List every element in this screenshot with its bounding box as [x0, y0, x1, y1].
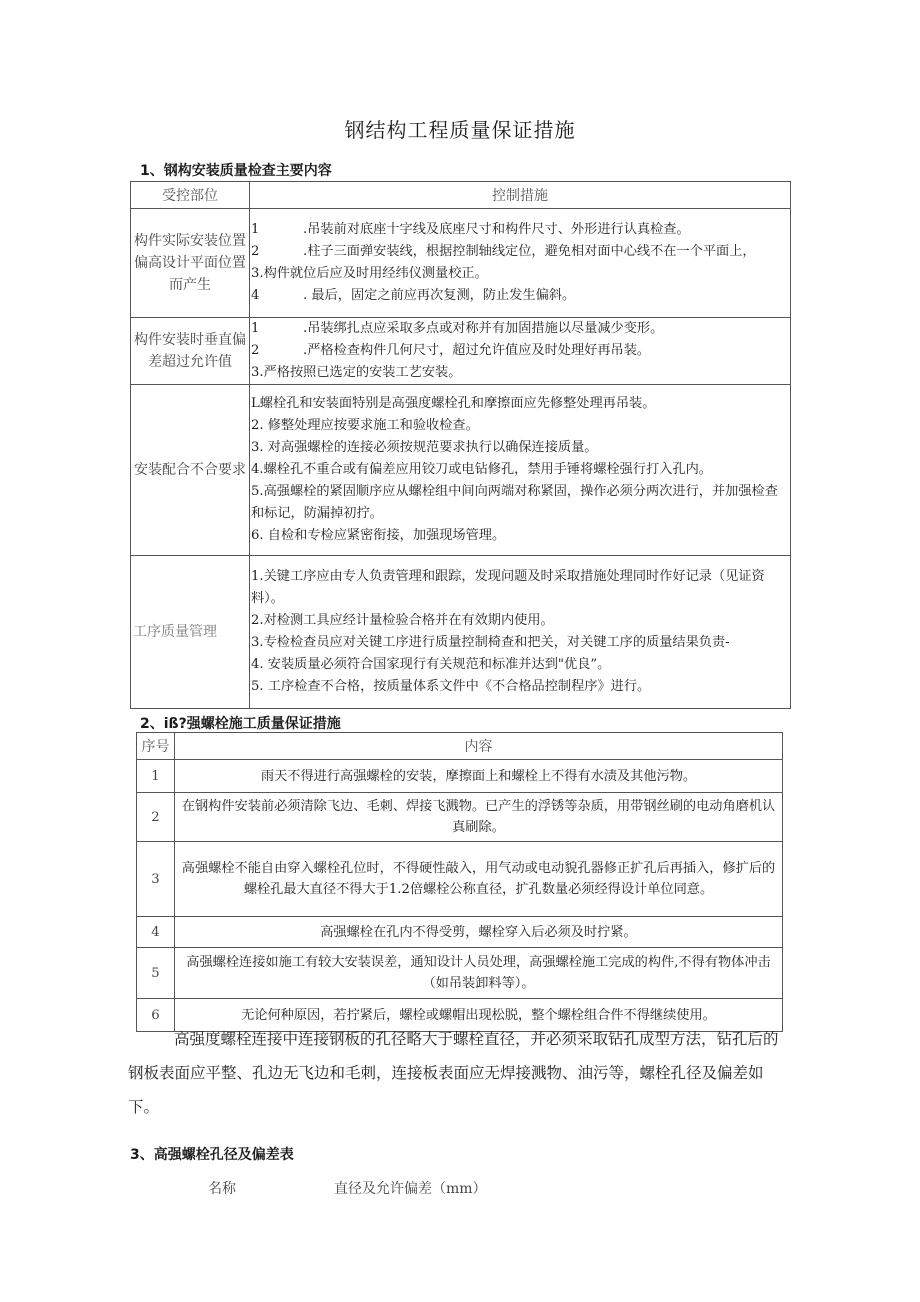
- section3-heading: 3、高强螺栓孔径及偏差表: [130, 1147, 294, 1163]
- item-number: 2: [251, 244, 260, 259]
- table-row: [137, 948, 783, 999]
- row-number: 5: [137, 948, 175, 999]
- row-content: 高强螺栓连接如施工有较大安装误差，通知设计人员处理，高强螺栓施工完成的构件,不得有物体冲击（如吊装卸料等）。: [175, 948, 783, 999]
- table-row: [137, 842, 783, 917]
- row-number: 4: [137, 917, 175, 948]
- measure-text: 2. 修整处理应按要求施工和验收检查。: [251, 418, 479, 433]
- table-row: [137, 760, 783, 793]
- item-number: 1: [251, 321, 260, 336]
- bolt-quality-table: [136, 732, 783, 1032]
- measure-text: 3.专检检查员应对关键工序进行质量控制椅查和把关，对关键工序的质量结果负责-: [251, 635, 730, 650]
- control-measures: [250, 556, 791, 709]
- section2-heading: 2、iß?强螺栓施工质量保证措施: [140, 716, 341, 732]
- measure-text: . 最后，固定之前应再次复测，防止发生偏斜。: [303, 288, 576, 303]
- measure-text: .柱子三面弹安装线，根据控制轴线定位，避免相对面中心线不在一个平面上，: [303, 244, 756, 259]
- controlled-part: 工序质量管理: [131, 556, 250, 709]
- measure-text: .吊装绑扎点应采取多点或对称并有加固措施以尽量减少变形。: [303, 321, 664, 336]
- measure-text: 4.螺栓孔不重合或有偏差应用铰刀或电钻修孔，禁用手锤将螺栓强行打入孔内。: [251, 462, 712, 477]
- row-content: 高强螺栓不能自由穿入螺栓孔位时，不得硬性敲入，用气动或电动貌孔器修正扩孔后再插入，修扩后的螺栓孔最大直径不得大于1.2倍螺栓公称直径，扩孔数量必须经得设计单位同意。: [175, 842, 783, 917]
- page-title: 钢结构工程质量保证措施: [344, 118, 576, 142]
- item-number: 2: [251, 343, 260, 358]
- measure-text: L螺栓孔和安装面特别是高强度螺栓孔和摩擦面应先修整处理再吊装。: [251, 396, 656, 411]
- row-content: 在钢构件安装前必须清除飞边、毛刺、焊接飞溅物。已产生的浮锈等杂质，用带钢丝刷的电动角磨机认真刷除。: [175, 793, 783, 842]
- row-content: 高强螺栓在孔内不得受剪，螺栓穿入后必须及时拧紧。: [175, 917, 783, 948]
- row-content: 无论何种原因，若拧紧后，螺栓或螺帽出现松脱，整个螺栓组合件不得继续使用。: [175, 999, 783, 1032]
- table-row: [137, 793, 783, 842]
- measure-text: 5.高强螺栓的紧固顺序应从螺栓组中间向两端对称紧固，操作必须分两次进行，并加强检查和标记，防漏掉初拧。: [251, 484, 778, 521]
- measure-text: .严格检查构件几何尺寸，超过允许值应及时处理好再吊装。: [303, 343, 651, 358]
- controlled-part: 安装配合不合要求: [131, 385, 250, 556]
- control-measures: [250, 385, 791, 556]
- table-header-row: [131, 182, 791, 209]
- controlled-part: 构件安装时垂直偏差超过允许值: [131, 318, 250, 385]
- row-number: 2: [137, 793, 175, 842]
- item-number: 4: [251, 288, 260, 303]
- row-number: 3: [137, 842, 175, 917]
- measure-text: 2.对检测工具应经计量检验合格并在有效期内使用。: [251, 613, 554, 628]
- measure-text: .吊装前对底座十字线及底座尺寸和构件尺寸、外形进行认真检查。: [303, 222, 690, 237]
- measure-text: 3.严格按照已选定的安装工艺安装。: [251, 365, 462, 380]
- body-paragraph: 高强度螺栓连接中连接钢板的孔径略大于螺栓直径，并必须采取钻孔成型方法，钻孔后的钢板表面应平整、孔边无飞边和毛刺，连接板表面应无焊接溅物、油污等，螺栓孔径及偏差如下。: [128, 1030, 779, 1116]
- table-row: [131, 556, 791, 709]
- table-row: [137, 917, 783, 948]
- measure-text: 3. 对高强螺栓的连接必须按规范要求执行以确保连接质量。: [251, 440, 598, 455]
- row-number: 6: [137, 999, 175, 1032]
- row-number: 1: [137, 760, 175, 793]
- header-measure: 控制措施: [250, 182, 791, 209]
- control-measures: [250, 209, 791, 318]
- column-name-label: 名称: [208, 1181, 236, 1197]
- measure-text: 1.关键工序应由专人负责管理和跟踪，发现问题及时采取措施处理同时作好记录（见证资料）。: [251, 569, 765, 606]
- section1-heading: 1、钢构安装质量检查主要内容: [140, 163, 332, 179]
- table-header-row: [137, 733, 783, 760]
- measure-text: 3.构件就位后应及时用经纬仪测量校正。: [251, 266, 488, 281]
- measure-text: 5. 工序检查不合格，按质量体系文件中《不合格品控制程序》进行。: [251, 679, 651, 694]
- install-quality-table: [130, 181, 791, 709]
- header-part: 受控部位: [131, 182, 250, 209]
- measure-text: 6. 自检和专检应紧密衔接，加强现场管理。: [251, 528, 506, 543]
- column-diameter-label: 直径及允许偏差（mm）: [334, 1181, 487, 1197]
- table-row: [131, 385, 791, 556]
- header-no: 序号: [137, 733, 175, 760]
- header-content: 内容: [175, 733, 783, 760]
- table-row: [131, 318, 791, 385]
- controlled-part: 构件实际安装位置偏高设计平面位置而产生: [131, 209, 250, 318]
- measure-text: 4. 安装质量必须符合国家现行有关规范和标准并达到"优良”。: [251, 657, 611, 672]
- row-content: 雨天不得进行高强螺栓的安装，摩擦面上和螺栓上不得有水渍及其他污物。: [175, 760, 783, 793]
- control-measures: [250, 318, 791, 385]
- table-row: [131, 209, 791, 318]
- item-number: 1: [251, 222, 260, 237]
